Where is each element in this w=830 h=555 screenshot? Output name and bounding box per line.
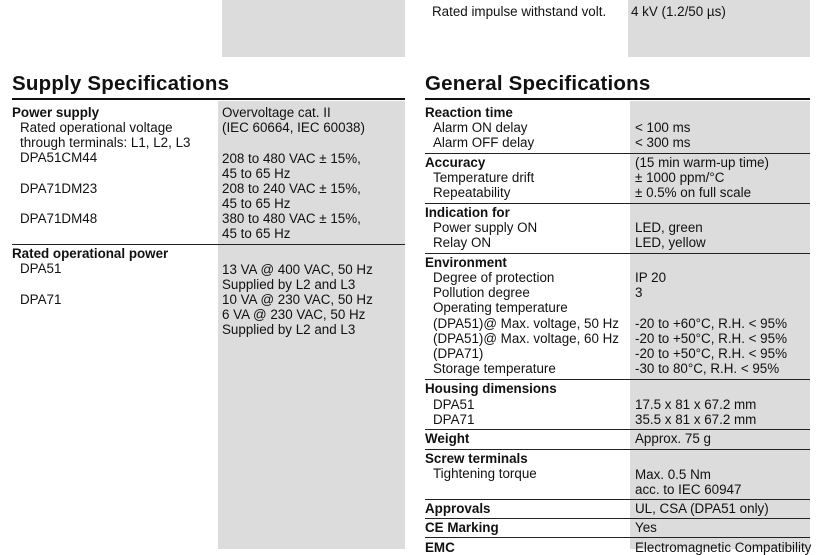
general-divider	[425, 429, 810, 430]
model-name: DPA71DM48	[20, 211, 98, 226]
model-frequency: 45 to 65 Hz	[222, 166, 291, 181]
op-temp-1-value: -20 to +60°C, R.H. < 95%	[635, 316, 787, 331]
model-name: DPA51CM44	[20, 150, 98, 165]
approvals-value: UL, CSA (DPA51 only)	[635, 501, 769, 516]
power-dpa71-supply: Supplied by L2 and L3	[222, 322, 356, 337]
op-temp-3-label: (DPA71)	[433, 346, 484, 361]
accuracy-heading: Accuracy	[425, 155, 486, 170]
supply-divider	[12, 244, 405, 245]
impulse-label: Rated impulse withstand volt.	[432, 4, 607, 19]
alarm-on-label: Alarm ON delay	[433, 120, 528, 135]
alarm-off-value: < 300 ms	[635, 135, 691, 150]
general-divider	[425, 518, 810, 519]
model-frequency: 45 to 65 Hz	[222, 196, 291, 211]
rated-voltage-label: Rated operational voltage	[20, 120, 173, 135]
torque-label: Tightening torque	[433, 466, 537, 481]
power-dpa51-label: DPA51	[20, 261, 62, 276]
power-dpa51-value: 13 VA @ 400 VAC, 50 Hz	[222, 262, 373, 277]
protection-value: IP 20	[635, 270, 667, 285]
relay-on-label: Relay ON	[433, 235, 492, 250]
overvoltage-cat: Overvoltage cat. II	[222, 105, 331, 120]
ce-marking-label: CE Marking	[425, 520, 499, 535]
environment-heading: Environment	[425, 255, 507, 270]
storage-temp-label: Storage temperature	[433, 361, 556, 376]
left-top-gray-cell	[222, 0, 405, 57]
power-supply-heading: Power supply	[12, 105, 100, 120]
supply-title: Supply Specifications	[12, 72, 230, 95]
weight-value: Approx. 75 g	[635, 431, 711, 446]
model-voltage: 208 to 240 VAC ± 15%,	[222, 181, 361, 196]
housing-dpa71-label: DPA71	[433, 412, 475, 427]
pollution-value: 3	[635, 285, 643, 300]
weight-label: Weight	[425, 431, 470, 446]
screw-heading: Screw terminals	[425, 451, 528, 466]
op-temp-1-label: (DPA51)@ Max. voltage, 50 Hz	[433, 316, 620, 331]
model-frequency: 45 to 65 Hz	[222, 226, 291, 241]
power-dpa51-supply: Supplied by L2 and L3	[222, 277, 356, 292]
general-divider	[425, 499, 810, 500]
accuracy-warmup: (15 min warm-up time)	[635, 155, 769, 170]
temp-drift-value: ± 1000 ppm/°C	[635, 170, 725, 185]
power-dpa71-value-1: 10 VA @ 230 VAC, 50 Hz	[222, 292, 373, 307]
model-name: DPA71DM23	[20, 181, 98, 196]
supply-title-rule	[12, 98, 405, 100]
op-temp-2-label: (DPA51)@ Max. voltage, 60 Hz	[433, 331, 620, 346]
general-divider	[425, 449, 810, 450]
pollution-label: Pollution degree	[433, 285, 530, 300]
general-title: General Specifications	[425, 72, 651, 95]
rated-power-heading: Rated operational power	[12, 246, 169, 261]
impulse-value: 4 kV (1.2/50 µs)	[631, 4, 726, 19]
general-divider	[425, 153, 810, 154]
iec-standards: (IEC 60664, IEC 60038)	[222, 120, 365, 135]
general-divider	[425, 537, 810, 538]
housing-dpa51-label: DPA51	[433, 397, 475, 412]
storage-temp-value: -30 to 80°C, R.H. < 95%	[635, 361, 780, 376]
power-dpa71-label: DPA71	[20, 292, 62, 307]
model-voltage: 380 to 480 VAC ± 15%,	[222, 211, 361, 226]
ce-marking-value: Yes	[635, 520, 657, 535]
approvals-label: Approvals	[425, 501, 491, 516]
alarm-off-label: Alarm OFF delay	[433, 135, 535, 150]
temp-drift-label: Temperature drift	[433, 170, 535, 185]
power-on-value: LED, green	[635, 220, 703, 235]
housing-dpa71-value: 35.5 x 81 x 67.2 mm	[635, 412, 757, 427]
operating-temp-label: Operating temperature	[433, 300, 568, 315]
general-divider	[425, 203, 810, 204]
general-title-rule	[425, 98, 810, 100]
alarm-on-value: < 100 ms	[635, 120, 691, 135]
housing-heading: Housing dimensions	[425, 381, 557, 396]
general-divider	[425, 253, 810, 254]
power-on-label: Power supply ON	[433, 220, 538, 235]
op-temp-3-value: -20 to +50°C, R.H. < 95%	[635, 346, 787, 361]
model-voltage: 208 to 480 VAC ± 15%,	[222, 151, 361, 166]
relay-on-value: LED, yellow	[635, 235, 706, 250]
power-dpa71-value-2: 6 VA @ 230 VAC, 50 Hz	[222, 307, 366, 322]
torque-standard: acc. to IEC 60947	[635, 482, 742, 497]
general-divider	[425, 379, 810, 380]
housing-dpa51-value: 17.5 x 81 x 67.2 mm	[635, 397, 757, 412]
reaction-heading: Reaction time	[425, 105, 513, 120]
repeatability-value: ± 0.5% on full scale	[635, 185, 752, 200]
emc-label: EMC	[425, 540, 455, 555]
indication-heading: Indication for	[425, 205, 510, 220]
torque-value: Max. 0.5 Nm	[635, 467, 711, 482]
op-temp-2-value: -20 to +50°C, R.H. < 95%	[635, 331, 787, 346]
terminals-label: through terminals: L1, L2, L3	[20, 135, 191, 150]
repeatability-label: Repeatability	[433, 185, 511, 200]
emc-value: Electromagnetic Compatibility	[635, 540, 812, 555]
protection-label: Degree of protection	[433, 270, 555, 285]
